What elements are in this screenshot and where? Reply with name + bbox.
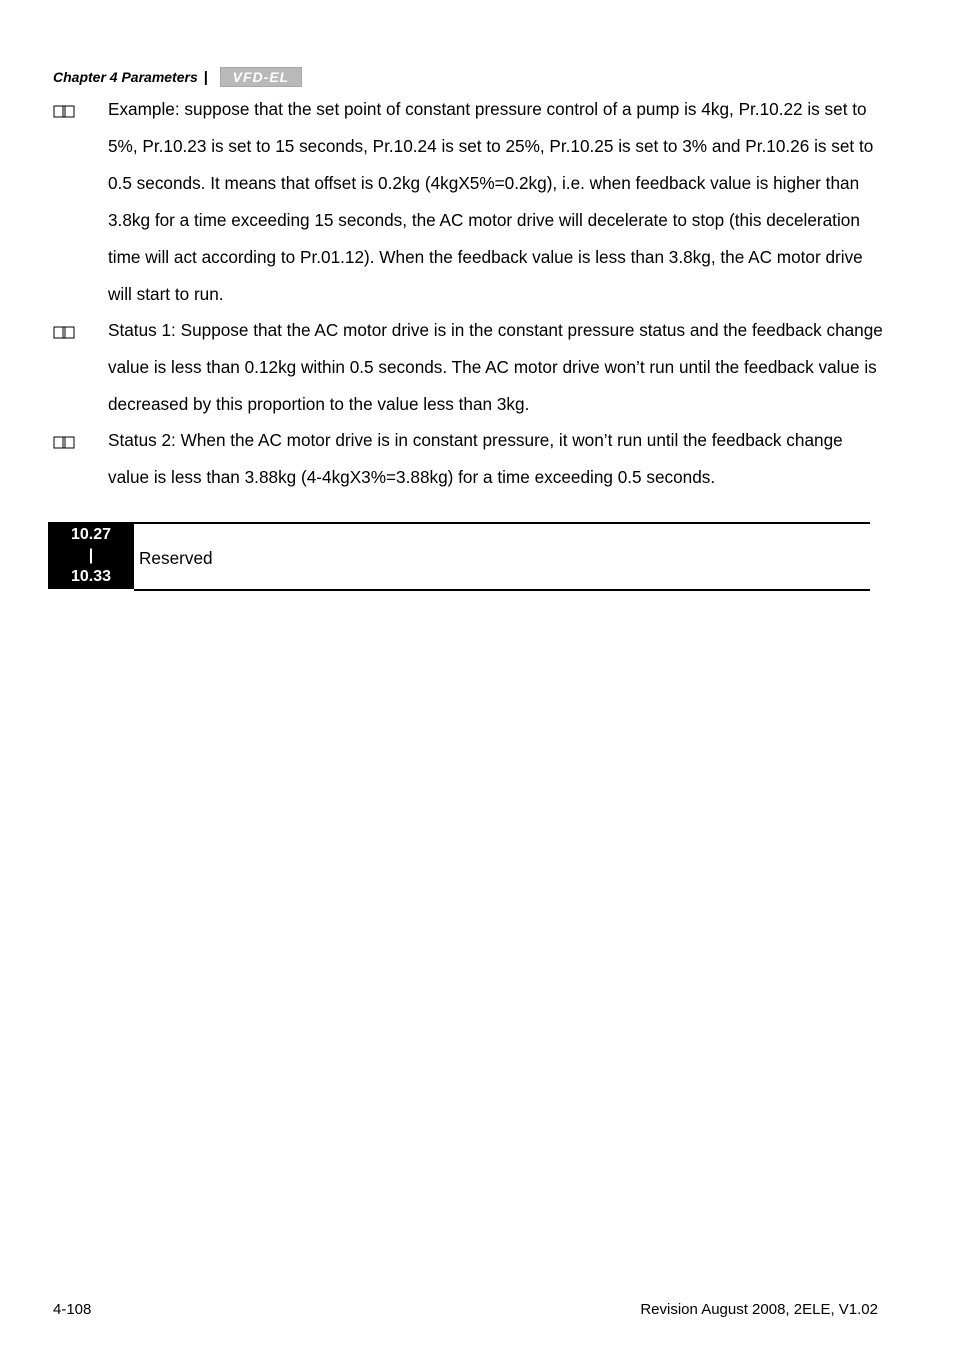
chapter-title: Chapter 4 Parameters bbox=[53, 69, 198, 85]
parameter-block bbox=[48, 522, 870, 591]
status2-paragraph: Status 2: When the AC motor drive is in constant pressure, it won’t run until the feedback change value is less than 3.88kg (4-4kgX3%=3.88kg) for a time exceeding 0.5 seconds. bbox=[108, 430, 843, 487]
logo-text: VFD-EL bbox=[232, 69, 290, 85]
parameter-bottom-rule bbox=[134, 589, 870, 591]
parameter-name: Reserved bbox=[139, 548, 213, 568]
book-icon bbox=[53, 435, 75, 449]
page-header bbox=[53, 66, 302, 88]
parameter-id-end: 10.33 bbox=[70, 568, 112, 585]
example-paragraph: Example: suppose that the set point of constant pressure control of a pump is 4kg, Pr.10.22 is set to 5%, Pr.10.23 is set to 15 seconds, Pr.10.24 is set to 25%, Pr.10.25 is set to 3% and Pr.10.26 is set to 0.5 seconds. It means that offset is 0.2kg (4kgX5%=0.2kg), i.e. when feedback value is higher than 3.8kg for a time exceeding 15 seconds, the AC motor drive will decelerate to stop (this deceleration time will act according to Pr.01.12). When the feedback value is less than 3.8kg, the AC motor drive will start to run. bbox=[108, 99, 874, 304]
parameter-id-badge bbox=[48, 522, 134, 589]
book-icon bbox=[53, 104, 75, 118]
parameter-id-start: 10.27 bbox=[70, 526, 112, 543]
book-icon bbox=[53, 325, 75, 339]
parameter-top-rule bbox=[134, 522, 870, 524]
revision-info: Revision August 2008, 2ELE, V1.02 bbox=[640, 1301, 878, 1318]
vfd-el-logo bbox=[220, 67, 302, 87]
parameter-id-separator: | bbox=[88, 547, 94, 564]
status1-paragraph: Status 1: Suppose that the AC motor drive is in the constant pressure status and the feedback change value is less than 0.12kg within 0.5 seconds. The AC motor drive won’t run until the feedback value is decreased by this proportion to the value less than 3kg. bbox=[108, 320, 883, 414]
page-number: 4-108 bbox=[53, 1301, 92, 1318]
header-separator: | bbox=[203, 68, 208, 86]
